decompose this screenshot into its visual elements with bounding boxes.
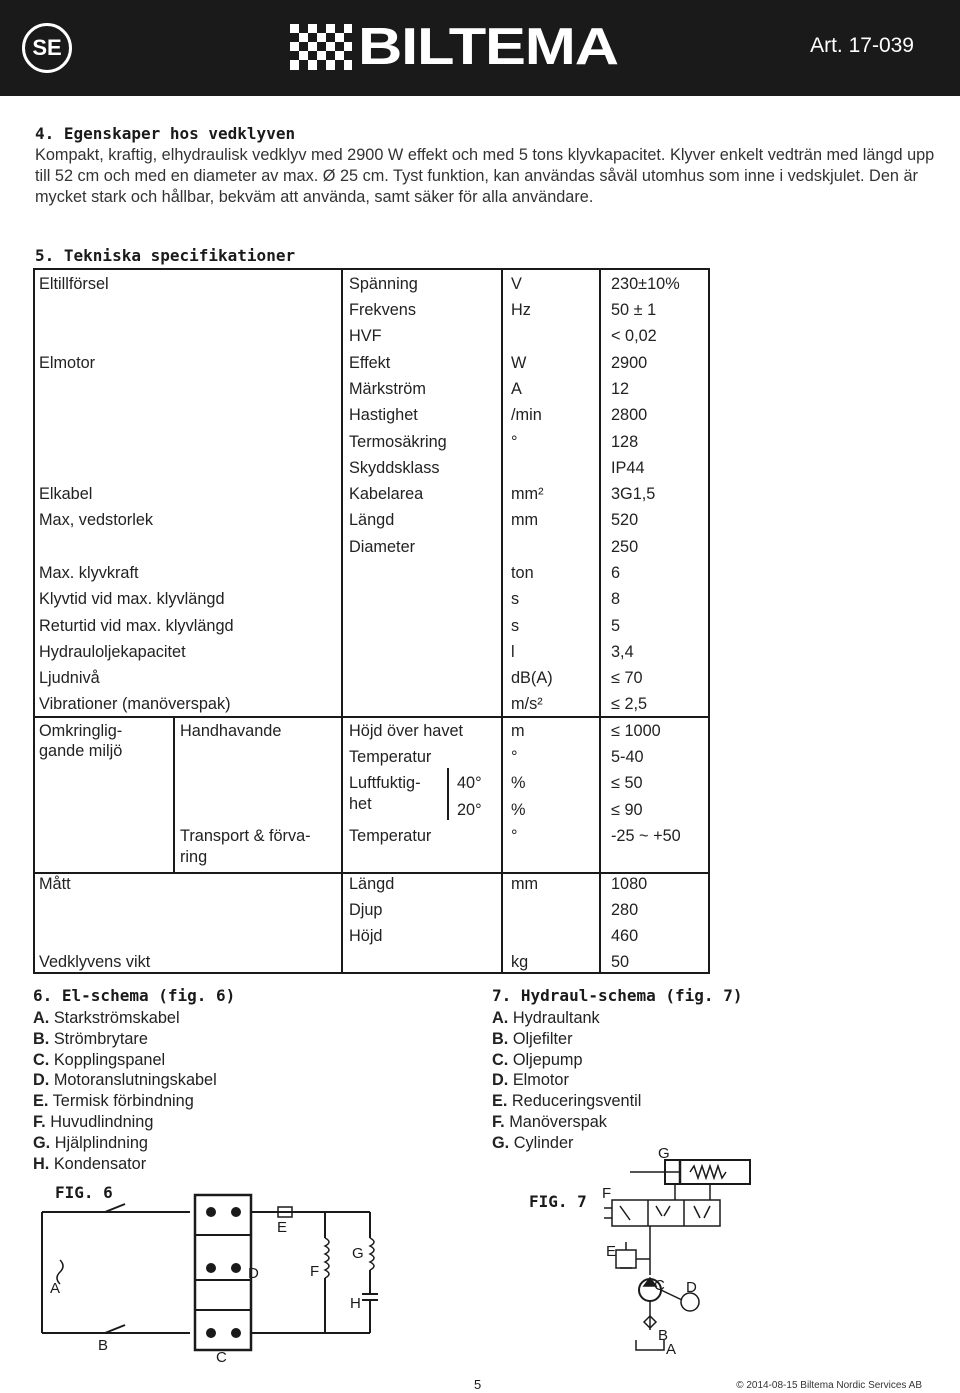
- list-item: F. Huvudlindning: [33, 1112, 154, 1131]
- spec-unit: °: [511, 748, 518, 766]
- section-5-title: 5. Tekniska specifikationer: [35, 246, 296, 265]
- fig-label-E: E: [606, 1243, 617, 1260]
- spec-param: Längd: [349, 875, 395, 893]
- divider: [501, 270, 503, 972]
- spec-unit: mm: [511, 511, 539, 529]
- spec-value: 50: [611, 953, 630, 971]
- spec-value: 1080: [611, 875, 648, 893]
- spec-unit: m/s²: [511, 695, 543, 713]
- section-hydraul-schema: [492, 986, 742, 1154]
- spec-param: Termosäkring: [349, 433, 447, 451]
- spec-category: gande miljö: [39, 742, 123, 760]
- spec-category: Eltillförsel: [39, 275, 109, 293]
- fig-label-D: D: [248, 1265, 259, 1282]
- list-item: A. Hydraultank: [492, 1009, 600, 1027]
- list-item: H. Kondensator: [33, 1154, 147, 1173]
- spec-value: ≤ 1000: [611, 722, 661, 740]
- spec-param: Temperatur: [349, 748, 432, 766]
- spec-unit: Hz: [511, 301, 531, 319]
- spec-param: Djup: [349, 901, 383, 919]
- section-7-title: 7. Hydraul-schema (fig. 7): [492, 986, 743, 1005]
- fig-label-H: H: [350, 1295, 361, 1312]
- spec-value: 460: [611, 927, 639, 945]
- header-band: [0, 0, 960, 96]
- section-properties: [35, 124, 935, 208]
- language-badge: SE: [22, 23, 72, 73]
- spec-unit: °: [511, 827, 518, 845]
- spec-category: Vibrationer (manöverspak): [39, 695, 231, 713]
- spec-param: Effekt: [349, 354, 391, 372]
- spec-param: Hastighet: [349, 406, 418, 424]
- spec-param: Diameter: [349, 538, 416, 556]
- spec-value: 8: [611, 590, 621, 608]
- spec-param: Temperatur: [349, 827, 432, 845]
- spec-unit: mm²: [511, 485, 544, 503]
- article-number: Art. 17-039: [810, 34, 914, 57]
- spec-value: 280: [611, 901, 639, 919]
- spec-unit: l: [511, 643, 515, 661]
- brand-logo: [290, 18, 618, 76]
- spec-category: Max. klyvkraft: [39, 564, 139, 582]
- spec-param: Spänning: [349, 275, 418, 293]
- section-4-title: 4. Egenskaper hos vedklyven: [35, 124, 296, 143]
- fig-label-F: F: [602, 1185, 612, 1202]
- list-item: B. Strömbrytare: [33, 1029, 148, 1048]
- page-number: 5: [474, 1377, 482, 1392]
- spec-param: Frekvens: [349, 301, 416, 319]
- spec-value: 5-40: [611, 748, 644, 766]
- spec-unit: s: [511, 590, 520, 608]
- spec-value: -25 ~ +50: [611, 827, 681, 845]
- spec-value: 50 ± 1: [611, 301, 657, 319]
- spec-value: 3G1,5: [611, 485, 656, 503]
- fig-label-E: E: [277, 1219, 288, 1236]
- spec-subcategory: Transport & förva-: [180, 827, 311, 845]
- brand-name: BILTEMA: [358, 18, 618, 76]
- checkered-flag-icon: [290, 24, 352, 70]
- list-item: G. Hjälplindning: [33, 1133, 148, 1152]
- fig-label-F: F: [310, 1263, 320, 1280]
- spec-unit: V: [511, 275, 522, 293]
- spec-category: Elkabel: [39, 485, 93, 503]
- spec-unit: °: [511, 433, 518, 451]
- spec-value: ≤ 70: [611, 669, 643, 687]
- fig-label-D: D: [686, 1279, 697, 1296]
- spec-value: 2900: [611, 354, 648, 372]
- list-item: E. Termisk förbindning: [33, 1092, 194, 1111]
- spec-value: 520: [611, 511, 639, 529]
- spec-unit: W: [511, 354, 527, 372]
- fig-label-B: B: [658, 1327, 669, 1344]
- spec-value: 230±10%: [611, 275, 680, 293]
- spec-value: 250: [611, 538, 639, 556]
- spec-unit: %: [511, 774, 526, 792]
- spec-value: 3,4: [611, 643, 634, 661]
- spec-param: Skyddsklass: [349, 459, 440, 477]
- section-4-body: Kompakt, kraftig, elhydraulisk vedklyv med 2900 W effekt och med 5 tons klyvkapacitet. Klyver enkelt vedträn med längd upp till 52 cm och med en diameter av max. Ø 25 cm. Tyst funktion, kan användas såväl utomhus som inne i vedskjulet. Den är mycket stark och hållbar, bekväm att använda, samt säker för alla användare.: [35, 146, 935, 206]
- spec-category: Mått: [39, 875, 71, 893]
- spec-value: 2800: [611, 406, 648, 424]
- spec-subcategory: ring: [180, 848, 208, 866]
- spec-value: 128: [611, 433, 639, 451]
- fig-label-B: B: [98, 1337, 109, 1354]
- divider: [173, 716, 175, 872]
- spec-unit: m: [511, 722, 525, 740]
- divider: [447, 768, 449, 820]
- spec-unit: mm: [511, 875, 539, 893]
- hydraulic-schematic: [590, 1140, 760, 1362]
- spec-unit: dB(A): [511, 669, 553, 687]
- section-6-title: 6. El-schema (fig. 6): [33, 986, 236, 1005]
- divider: [341, 270, 343, 972]
- fig-label-G: G: [352, 1245, 364, 1262]
- spec-category: Max, vedstorlek: [39, 511, 154, 529]
- spec-category: Klyvtid vid max. klyvlängd: [39, 590, 225, 608]
- spec-value: ≤ 90: [611, 801, 643, 819]
- list-item: A. Starkströmskabel: [33, 1009, 180, 1027]
- fig-label-A: A: [666, 1341, 677, 1358]
- spec-table: [33, 268, 710, 974]
- spec-param: Luftfuktig-: [349, 774, 421, 792]
- spec-category: Ljudnivå: [39, 669, 100, 687]
- spec-subcategory: Handhavande: [180, 722, 282, 740]
- spec-param: Höjd över havet: [349, 722, 464, 740]
- fig-6-label: FIG. 6: [55, 1183, 113, 1202]
- spec-category: Elmotor: [39, 354, 96, 372]
- spec-unit: kg: [511, 953, 529, 971]
- spec-unit: A: [511, 380, 522, 398]
- list-item: B. Oljefilter: [492, 1029, 573, 1048]
- spec-value: IP44: [611, 459, 645, 477]
- copyright: © 2014-08-15 Biltema Nordic Services AB: [736, 1380, 922, 1391]
- list-item: G. Cylinder: [492, 1133, 574, 1152]
- fig-label-C: C: [216, 1349, 227, 1365]
- spec-param: Höjd: [349, 927, 383, 945]
- spec-value: < 0,02: [611, 327, 657, 345]
- spec-value: ≤ 50: [611, 774, 643, 792]
- spec-param: Längd: [349, 511, 395, 529]
- spec-param: het: [349, 795, 372, 813]
- spec-param: Märkström: [349, 380, 426, 398]
- list-item: F. Manöverspak: [492, 1112, 607, 1131]
- spec-param: HVF: [349, 327, 382, 345]
- spec-value: ≤ 2,5: [611, 695, 648, 713]
- fig-label-G: G: [658, 1145, 670, 1162]
- electrical-schematic: [30, 1190, 430, 1365]
- divider: [35, 716, 708, 718]
- spec-unit: s: [511, 617, 520, 635]
- divider: [35, 872, 708, 874]
- spec-value: 5: [611, 617, 621, 635]
- spec-sub-temp: 20°: [457, 801, 482, 819]
- list-item: D. Elmotor: [492, 1071, 569, 1090]
- spec-category: Omkringlig-: [39, 722, 123, 740]
- spec-value: 12: [611, 380, 630, 398]
- spec-unit: /min: [511, 406, 542, 424]
- divider: [599, 270, 601, 972]
- fig-label-A: A: [50, 1280, 61, 1297]
- fig-label-C: C: [654, 1277, 665, 1294]
- spec-category: Returtid vid max. klyvlängd: [39, 617, 234, 635]
- fig-7-label: FIG. 7: [529, 1192, 587, 1211]
- list-item: C. Kopplingspanel: [33, 1050, 166, 1069]
- list-item: C. Oljepump: [492, 1050, 583, 1069]
- list-item: D. Motoranslutningskabel: [33, 1071, 217, 1090]
- section-el-schema: [33, 986, 235, 1174]
- spec-sub-temp: 40°: [457, 774, 482, 792]
- spec-param: Kabelarea: [349, 485, 424, 503]
- spec-category: Vedklyvens vikt: [39, 953, 151, 971]
- spec-unit: ton: [511, 564, 534, 582]
- list-item: E. Reduceringsventil: [492, 1092, 642, 1111]
- spec-category: Hydrauloljekapacitet: [39, 643, 186, 661]
- spec-unit: %: [511, 801, 526, 819]
- spec-value: 6: [611, 564, 621, 582]
